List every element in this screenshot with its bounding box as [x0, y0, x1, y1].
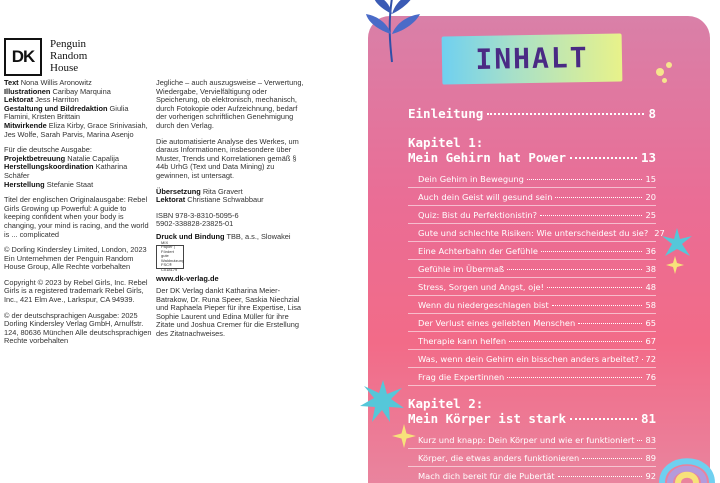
imprint-column-left	[4, 79, 152, 346]
toc-entry[interactable]: Frag die Expertinnen 76	[408, 368, 656, 386]
fsc-logo	[156, 240, 185, 272]
contents-page	[360, 0, 720, 483]
credit-row: Übersetzung Rita Gravert	[156, 186, 243, 196]
toc-entry[interactable]: Stress, Sorgen und Angst, oje! 48	[408, 278, 656, 296]
print-info: Druck und Bindung TBB, a.s., Slowakei	[156, 231, 291, 241]
product-codes: 5902-338828-23825-01	[156, 219, 234, 229]
german-edition-intro: Für die deutsche Ausgabe:	[4, 145, 92, 155]
leader-dots	[487, 113, 644, 115]
credit-row: Text Nona Willis Aronowitz	[4, 78, 92, 87]
chapter-number: Kapitel 2:	[408, 396, 484, 411]
rainbow-icon	[654, 420, 720, 483]
toc-entry[interactable]: Mach dich bereit für die Pubertät 92	[408, 467, 656, 483]
logo-line: Penguin	[50, 38, 87, 50]
copyright-german: © der deutschsprachigen Ausgabe: 2025 Dorling Kindersley Verlag GmbH, Arnulfstr. 124, 80636 München Alle deutschsprachigen Rechte vorbehalten	[4, 310, 152, 346]
credit-row: Herstellung Stefanie Staat	[4, 179, 94, 189]
leaf-icon	[362, 0, 422, 64]
chapter-page: 81	[640, 411, 656, 426]
fsc-label: MIX Papier | Fördert gute Waldnutzung FSC® C018179	[161, 240, 185, 272]
rights-text: Jegliche – auch auszugsweise – Verwertung, Wiedergabe, Vervielfältigung oder Speicherung, ob elektronisch, mechanisch, durch Fotokopie oder Aufzeichnung, bedarf der vorherigen schriftlichen Genehmigung durch den Verlag.	[156, 78, 304, 130]
chapter-title-line[interactable]	[408, 411, 656, 426]
contents-title-bar	[442, 33, 623, 84]
credit-row: Lektorat Jess Harriton	[4, 95, 79, 105]
leader-dots	[570, 418, 637, 420]
sparkle-icon	[666, 256, 684, 274]
original-title: Titel der englischen Originalausgabe: Rebel Girls Growing up Powerful: A guide to keeping confident when your body is changing, your mind is racing, and the world is ... complicated	[4, 195, 149, 239]
penguin-random-house-logo	[50, 38, 87, 74]
toc-entry[interactable]: Quiz: Bist du Perfektionistin? 25	[408, 206, 656, 224]
teal-star-icon	[660, 226, 694, 260]
toc-entry[interactable]: Was, wenn dein Gehirn ein bisschen anders arbeitet? 72	[408, 350, 656, 368]
toc-entry[interactable]: Körper, die etwas anders funktionieren 89	[408, 449, 656, 467]
credit-row: Mitwirkende Eliza Kirby, Grace Srinivasiah, Jes Wolfe, Sarah Parvis, Marina Asenjo	[4, 120, 148, 139]
imprint-column-right	[156, 79, 308, 339]
credit-row: Herstellungskoordination Katharina Schäfer	[4, 162, 128, 180]
toc-entry[interactable]: Dein Gehirn in Bewegung 15	[408, 170, 656, 188]
toc-entry[interactable]: Wenn du niedergeschlagen bist 58	[408, 296, 656, 314]
website-link[interactable]: www.dk-verlag.de	[156, 273, 219, 283]
toc-entry[interactable]: Der Verlust eines geliebten Menschen 65	[408, 314, 656, 332]
chapter-title-line[interactable]	[408, 150, 656, 165]
logo-line: Random	[50, 50, 88, 62]
publisher-logo	[4, 38, 87, 76]
table-of-contents	[408, 106, 665, 483]
credit-row: Gestaltung und Bildredaktion Giulia Flamini, Kristen Brittain	[4, 103, 129, 122]
toc-entry[interactable]: Auch dein Geist will gesund sein 20	[408, 188, 656, 206]
sparkle-icon	[392, 424, 416, 448]
credit-row: Illustrationen Caribay Marquina	[4, 86, 111, 96]
logo-line: House	[50, 62, 79, 74]
toc-entry[interactable]: Eine Achterbahn der Gefühle 36	[408, 242, 656, 260]
acknowledgements: Der DK Verlag dankt Katharina Meier-Batrakow, Dr. Runa Speer, Saskia Niechzial und Raphaela Pieper für ihre Expertise, Lisa Sophie Laurent und Edina Müller für ihre Zitate und Joshua Cremer für die Erstellung des Zitatnachweises.	[156, 286, 302, 339]
intro-page: 8	[648, 106, 656, 121]
toc-entry[interactable]: Therapie kann helfen 67	[408, 332, 656, 350]
toc-entry[interactable]: Gefühle im Übermaß 38	[408, 260, 656, 278]
chapter-page: 13	[640, 150, 656, 165]
chapter-title: Mein Körper ist stark	[408, 411, 567, 426]
intro-label: Einleitung	[408, 106, 484, 121]
copyright-rebel-girls: Copyright © 2023 by Rebel Girls, Inc. Rebel Girls is a registered trademark Rebel Girls, Inc., 421 Elm Ave., Larkspur, CA 94939.	[4, 277, 148, 305]
chapter-1	[408, 135, 665, 386]
leader-dots	[570, 157, 637, 159]
tdm-text: Die automatisierte Analyse des Werkes, um daraus Informationen, insbesondere über Muster, Trends und Korrelationen gemäß § 44b UrhG (Text und Data Mining) zu gewinnen, ist untersagt.	[156, 136, 299, 180]
dk-logo: DK	[4, 38, 42, 76]
chapter-title: Mein Gehirn hat Power	[408, 150, 567, 165]
isbn: ISBN 978-3-8310-5095-6	[156, 210, 239, 220]
chapter-2	[408, 396, 656, 483]
toc-entry-intro[interactable]	[408, 106, 656, 121]
chapter-number: Kapitel 1:	[408, 135, 484, 150]
page-title: INHALT	[475, 41, 589, 76]
credit-row: Projektbetreuung Natalie Capalija	[4, 153, 120, 163]
credit-row: Lektorat Christiane Schwabbaur	[156, 195, 264, 205]
teal-burst-icon	[360, 378, 406, 424]
copyright-dk: © Dorling Kindersley Limited, London, 2023 Ein Unternehmen der Penguin Random House Group, Alle Rechte vorbehalten	[4, 245, 147, 272]
toc-entry[interactable]: Kurz und knapp: Dein Körper und wie er funktioniert 83	[408, 431, 656, 449]
toc-entry[interactable]: Gute und schlechte Risiken: Wie unterscheidest du sie? 27	[408, 224, 656, 242]
